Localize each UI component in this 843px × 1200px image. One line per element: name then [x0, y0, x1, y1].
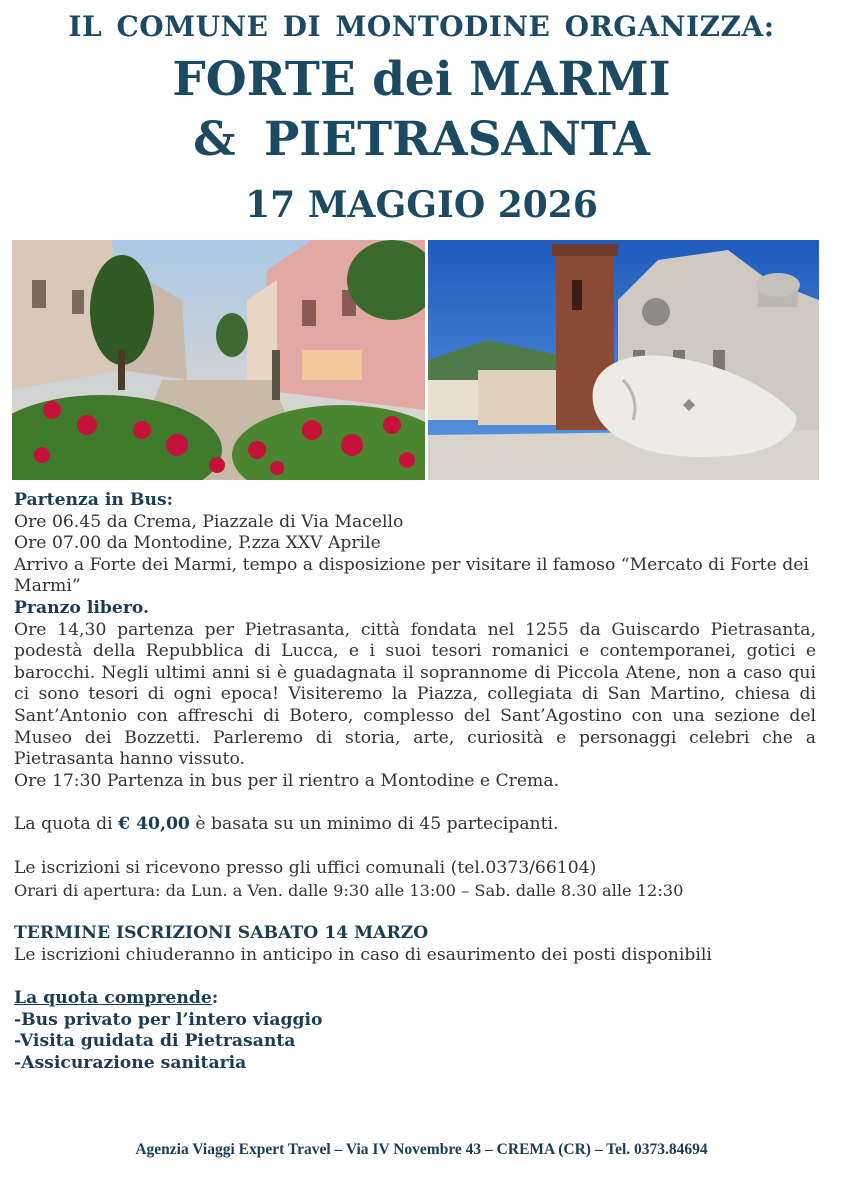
includes-item-insurance: -Assicurazione sanitaria: [14, 1053, 247, 1074]
price-amount: € 40,00: [118, 814, 190, 835]
price-suffix: è basata su un minimo di 45 partecipanti.: [189, 814, 559, 835]
includes-item-tour: -Visita guidata di Pietrasanta: [14, 1031, 296, 1052]
departure-crema: Ore 06.45 da Crema, Piazzale di Via Macello: [14, 511, 404, 532]
price-prefix: La quota di: [14, 814, 119, 835]
arrival-text: Arrivo a Forte dei Marmi, tempo a disposizione per visitare il famoso “Mercato di Forte dei Marmi”: [14, 554, 809, 597]
return-text: Ore 17:30 Partenza in bus per il rientro a Montodine e Crema.: [14, 770, 560, 791]
registration-note: Le iscrizioni chiuderanno in anticipo in caso di esaurimento dei posti disponibili: [14, 944, 712, 965]
includes-heading: [14, 988, 816, 1010]
programme-text: [14, 490, 816, 1075]
organizer-heading: IL COMUNE DI MONTODINE ORGANIZZA:: [68, 10, 775, 43]
includes-item-bus: -Bus privato per l’intero viaggio: [14, 1009, 323, 1030]
includes-heading-text: La quota comprende: [14, 988, 212, 1009]
destination-title-1: FORTE dei MARMI: [172, 52, 671, 107]
forte-dei-marmi-photo: [12, 240, 425, 480]
destination-title-2: & PIETRASANTA: [193, 112, 650, 167]
trip-date: 17 MAGGIO 2026: [245, 184, 598, 226]
departure-heading: Partenza in Bus:: [14, 490, 173, 510]
price-text: [14, 814, 816, 836]
lunch-heading: Pranzo libero.: [14, 597, 150, 618]
registration-office: Le iscrizioni si ricevono presso gli uffici comunali (tel.0373/66104): [14, 857, 597, 878]
includes-colon: :: [211, 988, 219, 1009]
afternoon-text: Ore 14,30 partenza per Pietrasanta, città fondata nel 1255 da Guiscardo Pietrasanta, podestà della Repubblica di Lucca, e i suoi tesori romanici e contemporanei, gotici e barocchi. Negli ultimi anni si è guadagnata il soprannome di Piccola Atene, non a caso qui ci sono tesori di ogni epoca! Visiteremo la Piazza, collegiata di San Martino, chiesa di Sant’Antonio con affreschi di Botero, complesso del Sant’Agostino con una sezione del Museo dei Bozzetti. Parleremo di storia, arte, curiosità e personaggi celebri che a Pietrasanta hanno vissuto.: [14, 619, 816, 770]
registration-deadline: TERMINE ISCRIZIONI SABATO 14 MARZO: [14, 923, 429, 944]
agency-footer: Agenzia Viaggi Expert Travel – Via IV Novembre 43 – CREMA (CR) – Tel. 0373.84694: [135, 1141, 708, 1158]
departure-montodine: Ore 07.00 da Montodine, P.zza XXV Aprile: [14, 533, 381, 554]
pietrasanta-photo: [428, 240, 819, 480]
opening-hours: Orari di apertura: da Lun. a Ven. dalle 9:30 alle 13:00 – Sab. dalle 8.30 alle 12:30: [14, 880, 684, 900]
